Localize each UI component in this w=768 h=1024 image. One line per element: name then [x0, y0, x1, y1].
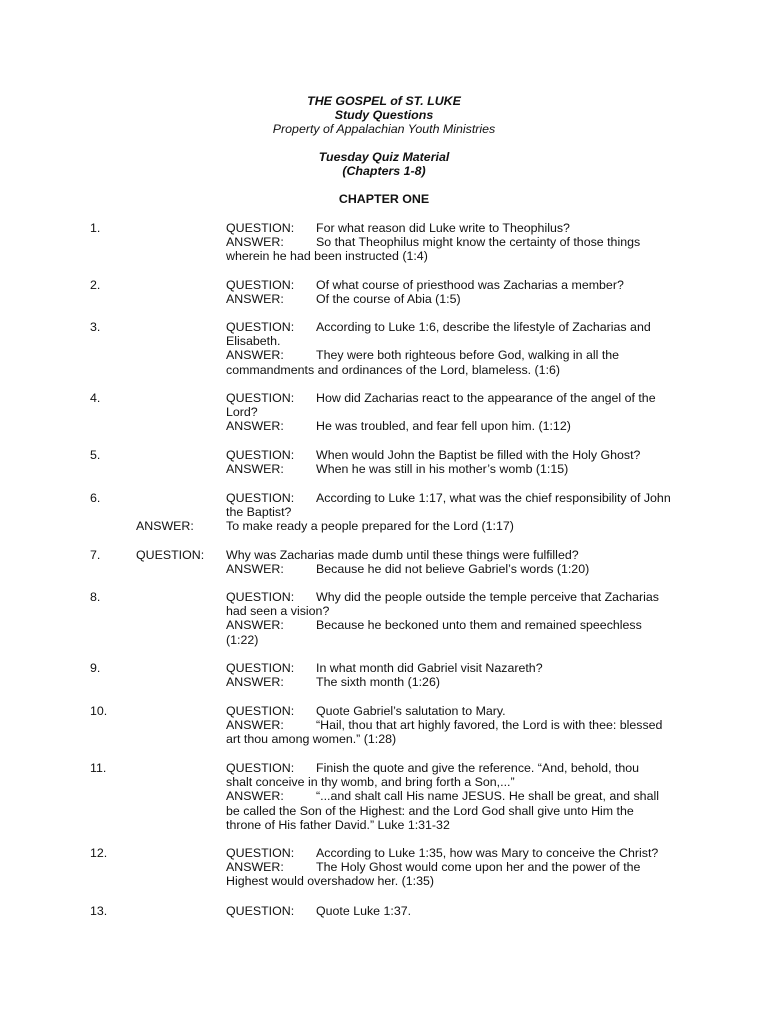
question-label: QUESTION:	[226, 590, 295, 604]
question-label: QUESTION:	[136, 548, 205, 562]
answer-text: Of the course of Abia (1:5)	[316, 292, 461, 307]
question-label: QUESTION:	[226, 704, 295, 718]
item-number: 4.	[90, 391, 101, 405]
property-line: Property of Appalachian Youth Ministries	[272, 122, 496, 136]
answer-text: “...and shalt call His name JESUS. He shall be great, and shall	[316, 789, 659, 804]
answer-text: So that Theophilus might know the certainty of those things	[316, 235, 641, 250]
question-text: Why was Zacharias made dumb until these things were fulfilled?	[226, 548, 579, 562]
item-number: 7.	[90, 548, 101, 562]
answer-label: ANSWER:	[226, 235, 284, 250]
answer-label: ANSWER:	[226, 462, 284, 477]
answer-text: When he was still in his mother’s womb (1:15)	[316, 462, 569, 477]
answer-text: They were both righteous before God, walking in all the	[316, 348, 620, 363]
quiz-material-heading: Tuesday Quiz Material	[318, 150, 450, 164]
answer-label: ANSWER:	[226, 618, 284, 633]
question-text: Quote Gabriel’s salutation to Mary.	[316, 704, 506, 718]
answer-text: Because he beckoned unto them and remained speechless	[316, 618, 642, 633]
question-label: QUESTION:	[226, 391, 295, 405]
answer-text: “Hail, thou that art highly favored, the Lord is with thee: blessed	[316, 718, 663, 733]
question-text: According to Luke 1:6, describe the lifestyle of Zacharias and	[316, 320, 651, 334]
document-title: THE GOSPEL of ST. LUKE	[307, 94, 461, 108]
question-label: QUESTION:	[226, 320, 295, 334]
question-text: Quote Luke 1:37.	[316, 904, 412, 918]
item-number: 13.	[90, 904, 108, 918]
answer-text: To make ready a people prepared for the Lord (1:17)	[226, 519, 514, 534]
question-text: According to Luke 1:17, what was the chief responsibility of John	[316, 491, 671, 505]
item-number: 5.	[90, 448, 101, 462]
answer-text-continued: wherein he had been instructed (1:4)	[226, 249, 428, 264]
question-label: QUESTION:	[226, 846, 295, 860]
item-number: 8.	[90, 590, 101, 604]
item-number: 3.	[90, 320, 101, 334]
answer-label: ANSWER:	[226, 562, 284, 577]
answer-text: The Holy Ghost would come upon her and the power of the	[316, 860, 641, 875]
question-label: QUESTION:	[226, 448, 295, 462]
question-text-continued: Elisabeth.	[226, 334, 281, 349]
answer-text: The sixth month (1:26)	[316, 675, 440, 690]
answer-text-continued: (1:22)	[226, 632, 259, 647]
answer-label: ANSWER:	[226, 718, 284, 733]
question-text: How did Zacharias react to the appearance of the angel of the	[316, 391, 656, 405]
chapters-range: (Chapters 1-8)	[342, 164, 426, 178]
answer-label: ANSWER:	[226, 292, 284, 307]
item-number: 10.	[90, 704, 108, 718]
question-label: QUESTION:	[226, 761, 295, 775]
answer-text-continued: throne of His father David.” Luke 1:31-32	[226, 817, 450, 832]
item-number: 1.	[90, 221, 101, 235]
item-number: 6.	[90, 491, 101, 505]
answer-label: ANSWER:	[136, 519, 194, 534]
document-subtitle: Study Questions	[334, 108, 434, 122]
question-label: QUESTION:	[226, 491, 295, 505]
item-number: 2.	[90, 278, 101, 292]
answer-label: ANSWER:	[226, 675, 284, 690]
question-text: Finish the quote and give the reference. “And, behold, thou	[316, 761, 640, 775]
answer-text-continued: art thou among women.” (1:28)	[226, 732, 397, 747]
question-text: Of what course of priesthood was Zacharias a member?	[316, 278, 624, 292]
answer-text-continued: be called the Son of the Highest: and the Lord God shall give unto Him the	[226, 803, 634, 818]
question-text: Why did the people outside the temple perceive that Zacharias	[316, 590, 660, 604]
question-text: According to Luke 1:35, how was Mary to conceive the Christ?	[316, 846, 659, 860]
item-number: 11.	[90, 761, 107, 775]
item-number: 12.	[90, 846, 108, 860]
item-number: 9.	[90, 661, 101, 675]
question-text: When would John the Baptist be filled with the Holy Ghost?	[316, 448, 641, 462]
answer-text: He was troubled, and fear fell upon him. (1:12)	[316, 419, 571, 434]
answer-label: ANSWER:	[226, 789, 284, 804]
question-label: QUESTION:	[226, 904, 295, 918]
answer-text-continued: commandments and ordinances of the Lord, blameless. (1:6)	[226, 362, 561, 377]
answer-text: Because he did not believe Gabriel’s words (1:20)	[316, 562, 590, 577]
answer-label: ANSWER:	[226, 348, 284, 363]
question-label: QUESTION:	[226, 661, 295, 675]
answer-label: ANSWER:	[226, 860, 284, 875]
question-text: In what month did Gabriel visit Nazareth?	[316, 661, 543, 675]
question-text-continued: had seen a vision?	[226, 604, 330, 619]
answer-label: ANSWER:	[226, 419, 284, 434]
question-text: For what reason did Luke write to Theophilus?	[316, 221, 570, 235]
chapter-heading: CHAPTER ONE	[338, 192, 430, 206]
question-label: QUESTION:	[226, 278, 295, 292]
question-text-continued: the Baptist?	[226, 505, 292, 520]
question-text-continued: Lord?	[226, 405, 258, 420]
answer-text-continued: Highest would overshadow her. (1:35)	[226, 874, 435, 889]
question-label: QUESTION:	[226, 221, 295, 235]
question-text-continued: shalt conceive in thy womb, and bring forth a Son,...”	[226, 775, 515, 790]
